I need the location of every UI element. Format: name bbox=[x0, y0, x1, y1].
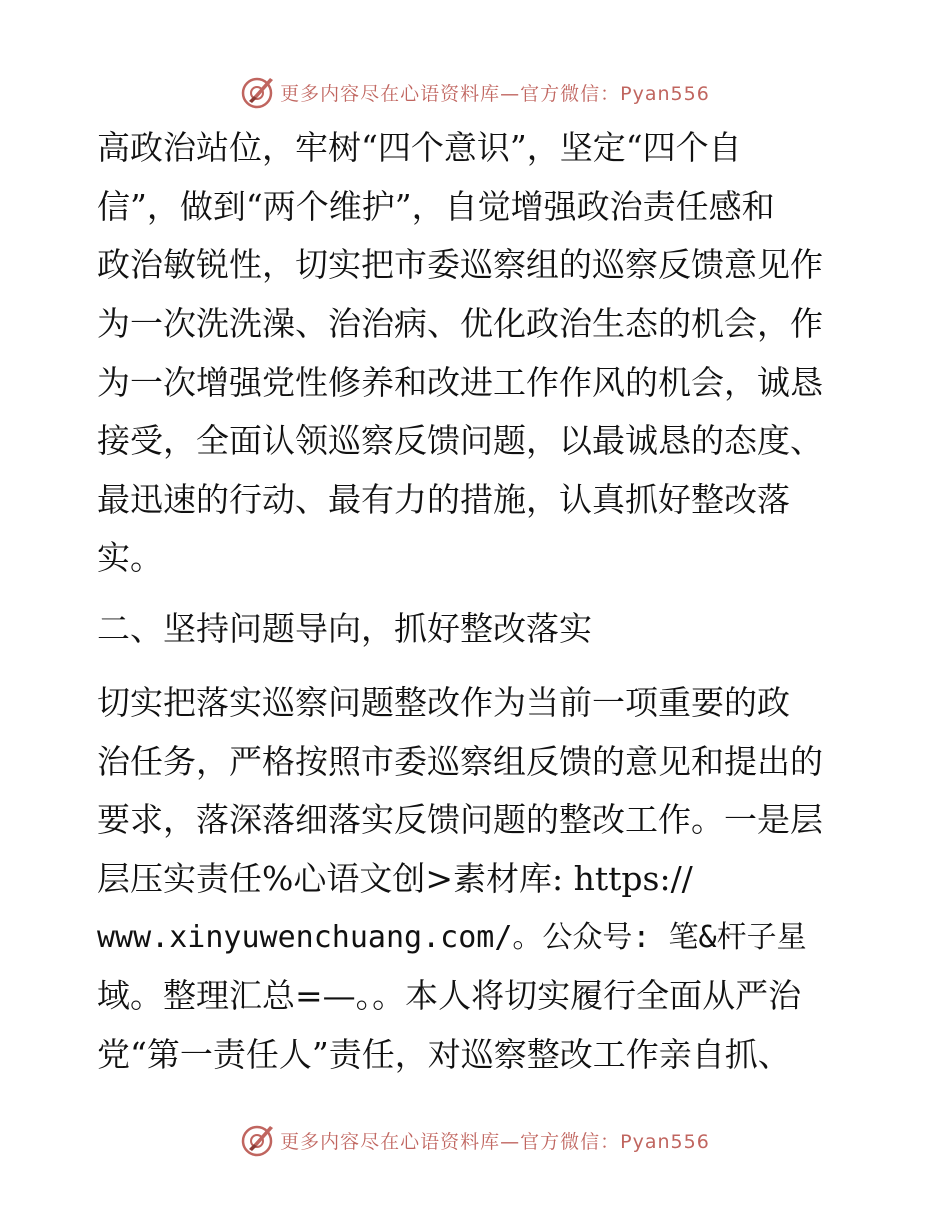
header-watermark bbox=[0, 72, 950, 112]
quill-logo-icon bbox=[240, 74, 276, 110]
quill-logo-icon bbox=[240, 1122, 276, 1158]
footer-watermark bbox=[0, 1120, 950, 1160]
body-line-15: 域。整理汇总=—。。本人将切实履行全面从严治 bbox=[97, 976, 802, 1015]
body-line-14: www.xinyuwenchuang.com/。公众号: 笔&杆子星 bbox=[97, 920, 807, 955]
body-line-2: 信”，做到“两个维护”，自觉增强政治责任感和 bbox=[97, 187, 775, 226]
section-heading: 二、坚持问题导向，抓好整改落实 bbox=[97, 609, 592, 648]
header-brand-text: 更多内容尽在心语资料库—官方微信：Pyan556 bbox=[280, 82, 710, 105]
body-line-7: 最迅速的行动、最有力的措施，认真抓好整改落 bbox=[97, 480, 790, 519]
body-line-11: 治任务，严格按照市委巡察组反馈的意见和提出的 bbox=[97, 742, 823, 781]
body-line-10: 切实把落实巡察问题整改作为当前一项重要的政 bbox=[97, 683, 790, 722]
body-line-5: 为一次增强党性修养和改进工作作风的机会，诚恳 bbox=[97, 363, 823, 402]
body-line-12: 要求，落深落细落实反馈问题的整改工作。一是层 bbox=[97, 800, 823, 839]
body-line-3: 政治敏锐性，切实把市委巡察组的巡察反馈意见作 bbox=[97, 245, 823, 284]
body-line-13: 层压实责任%心语文创>素材库: https:// bbox=[97, 859, 693, 898]
body-line-8: 实。 bbox=[97, 538, 163, 577]
footer-brand-text: 更多内容尽在心语资料库—官方微信：Pyan556 bbox=[280, 1130, 710, 1153]
body-line-16: 党“第一责任人”责任，对巡察整改工作亲自抓、 bbox=[97, 1035, 791, 1074]
body-line-4: 为一次洗洗澡、治治病、优化政治生态的机会，作 bbox=[97, 304, 823, 343]
body-line-6: 接受，全面认领巡察反馈问题，以最诚恳的态度、 bbox=[97, 421, 823, 460]
body-line-1: 高政治站位，牢树“四个意识”，坚定“四个自 bbox=[97, 128, 742, 167]
